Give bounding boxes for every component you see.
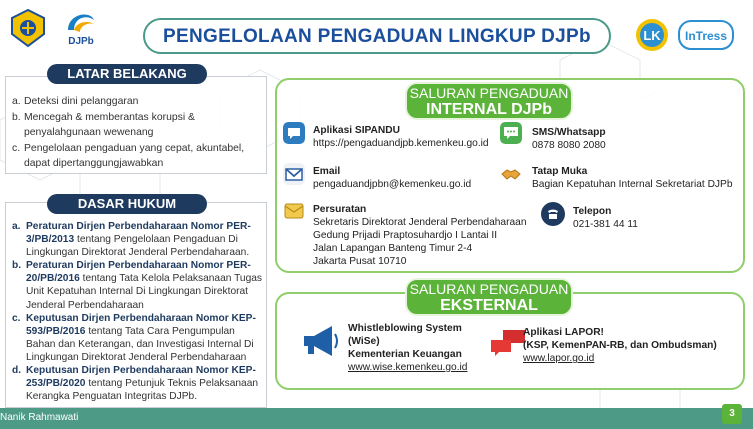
email-channel: Email pengaduandjpbn@kemenkeu.go.id <box>313 165 503 191</box>
speech-bubbles-icon <box>489 328 527 360</box>
list-item: d. Keputusan Dirjen Perbendaharaan Nomor KEP-253/PB/2020 tentang Petunjuk Teknis Pelaksanaan Kerangka Penguatan Integritas DJPb. <box>12 365 259 403</box>
list-item: c. Pengelolaan pengaduan yang cepat, akuntabel, dapat dipertanggungjawabkan <box>12 142 245 170</box>
list-item: b. Peraturan Dirjen Perbendaharaan Nomor PER-20/PB/2016 tentang Tata Kelola Pelaksanaan Tugas Unit Kepatuhan Internal Di Lingkungan Direktorat Jenderal Perbendaharaan <box>12 260 263 311</box>
external-channels-label: SALURAN PENGADUAN EKSTERNAL <box>405 278 573 316</box>
list-item: a. Deteksi dini pelanggaran <box>12 96 139 107</box>
dasar-hukum-heading: DASAR HUKUM <box>47 194 207 214</box>
title-banner <box>143 18 611 54</box>
svg-text:LK: LK <box>643 28 661 43</box>
sms-icon <box>500 122 522 144</box>
chat-icon <box>283 122 305 144</box>
sipandu-link[interactable]: https://pengaduandjpb.kemenkeu.go.id <box>313 138 489 149</box>
lapor-link[interactable]: www.lapor.go.id <box>523 353 595 364</box>
page-title: PENGELOLAAN PENGADUAN LINGKUP DJPb <box>163 26 591 47</box>
sms-channel: SMS/Whatsapp 0878 8080 2080 <box>532 127 606 151</box>
participant-name: Nanik Rahmawati <box>0 412 79 423</box>
lapor-channel: Aplikasi LAPOR! (KSP, KemenPAN-RB, dan Ombudsman) www.lapor.go.id <box>523 326 733 365</box>
intress-logo-icon <box>678 20 734 50</box>
list-item: c. Keputusan Dirjen Perbendaharaan Nomor KEP-593/PB/2016 tentang Tata Cara Pengumpulan Bahan dan Keterangan, dan Investigasi Internal Di Lingkungan Direktorat Jenderal Perbendaharaan <box>12 312 256 363</box>
letter-icon <box>283 200 305 222</box>
dasar-hukum-list <box>12 220 266 403</box>
email-icon <box>283 163 305 185</box>
tatap-muka-channel: Tatap Muka Bagian Kepatuhan Internal Sekretariat DJPb <box>532 166 733 190</box>
latar-belakang-heading: LATAR BELAKANG <box>47 64 207 84</box>
persuratan-channel: Persuratan Sekretaris Direktorat Jenderal Perbendaharaan Gedung Prijadi Praptosuhardjo I Lantai II Jalan Lapangan Banteng Timur 2-4 Jakarta Pusat 10710 <box>313 204 527 267</box>
kemenkeu-logo-icon <box>8 8 48 48</box>
phone-icon <box>541 202 565 226</box>
page-number: 3 <box>722 404 742 424</box>
list-item: b. Mencegah & memberantas korupsi & penyalahgunaan wewenang <box>12 111 195 139</box>
wise-channel: Whistleblowing System (WiSe) Kementerian Keuangan www.wise.kemenkeu.go.id <box>348 322 498 374</box>
footer-bar <box>0 408 753 429</box>
handshake-icon <box>500 163 522 185</box>
djpb-logo-icon <box>60 8 100 50</box>
list-item: a. Peraturan Dirjen Perbendaharaan Nomor PER-3/PB/2013 tentang Pengelolaan Pengaduan Di Lingkungan Direktorat Jenderal Perbendaharaan. <box>12 221 251 259</box>
megaphone-icon <box>300 324 340 358</box>
djpb-logo-text: DJPb <box>68 36 94 47</box>
intress-logo-text: InTress <box>684 29 728 43</box>
sipandu-channel: Aplikasi SIPANDU https://pengaduandjpb.kemenkeu.go.id <box>313 124 513 150</box>
telepon-channel: Telepon 021-381 44 11 <box>573 206 638 230</box>
lk-logo-icon <box>634 17 670 53</box>
internal-channels-label: SALURAN PENGADUAN INTERNAL DJPb <box>405 82 573 120</box>
email-link[interactable]: pengaduandjpbn@kemenkeu.go.id <box>313 179 472 190</box>
wise-link[interactable]: www.wise.kemenkeu.go.id <box>348 362 468 373</box>
latar-belakang-list <box>12 94 262 172</box>
